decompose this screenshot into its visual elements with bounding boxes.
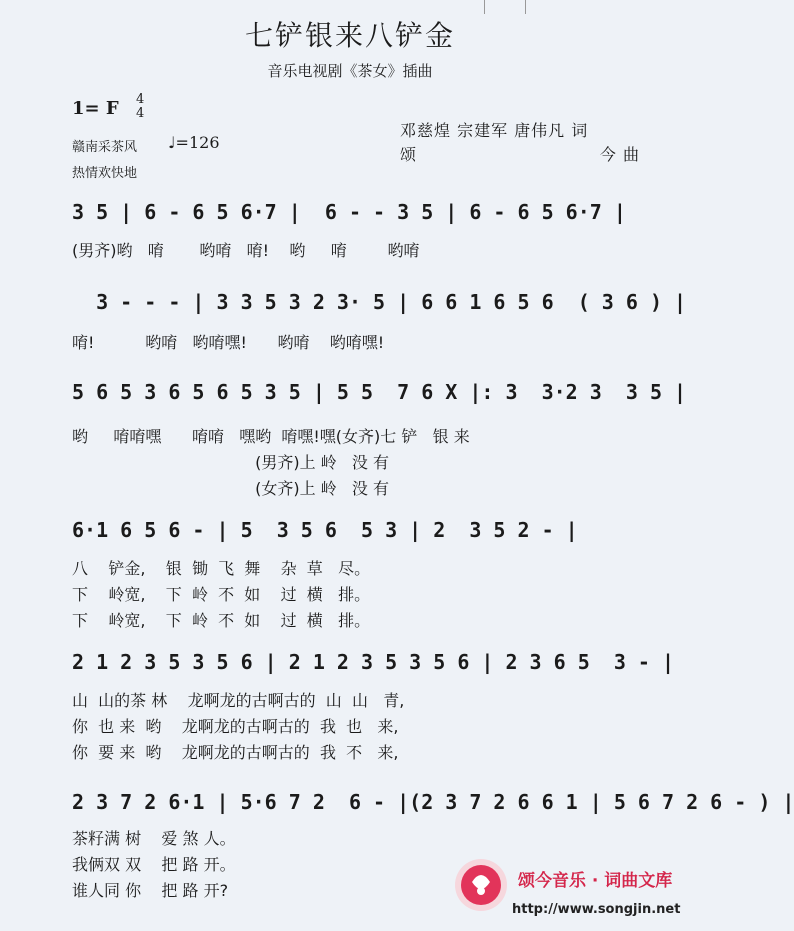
time-signature [136, 93, 144, 121]
lyric-row-3-verse-2: (男齐)上 岭 没 有 [72, 453, 390, 472]
notation-row-6: 2 3 7 2 6·1 | 5·6 7 2 6 - |(2 3 7 2 6 6 1 | 5 6 7 2 6 - ) | [72, 790, 794, 814]
lyric-row-3-verse-1: 哟 唷唷嘿 唷唷 嘿哟 唷嘿!嘿(女齐)七 铲 银 来 [72, 427, 470, 446]
song-title: 七铲银来八铲金 [244, 19, 455, 52]
quarter-note-icon: ♩ [168, 133, 176, 152]
lyric-row-3-verse-3: (女齐)上 岭 没 有 [72, 479, 390, 498]
lyric-row-6-verse-2: 我俩双 双 把 路 开。 [72, 855, 236, 874]
tempo-value: =126 [175, 133, 220, 152]
tempo-marking [168, 133, 220, 152]
songjin-logo-icon [454, 858, 508, 912]
style-line-2: 热情欢快地 [72, 166, 138, 181]
lyric-row-1-verse-1: (男齐)哟 唷 哟唷 唷! 哟 唷 哟唷 [72, 241, 420, 260]
lyric-row-4-verse-3: 下 岭宽, 下 岭 不 如 过 横 排。 [72, 611, 371, 630]
top-decoration [484, 0, 526, 14]
key-signature: 1= F [72, 98, 119, 119]
lyricist-credit: 邓慈煌 宗建军 唐伟凡 词 [400, 121, 589, 140]
watermark-url: http://www.songjin.net [512, 902, 681, 917]
style-line-1: 赣南采茶风 [72, 140, 138, 155]
time-sig-bottom: 4 [136, 106, 145, 121]
song-subtitle: 音乐电视剧《茶女》插曲 [267, 62, 433, 80]
lyric-row-5-verse-1: 山 山的茶 林 龙啊龙的古啊古的 山 山 青, [72, 691, 405, 710]
composer-right: 今 曲 [599, 145, 640, 164]
time-sig-top: 4 [136, 92, 145, 107]
lyric-row-2-verse-1: 唷! 哟唷 哟唷嘿! 哟唷 哟唷嘿! [72, 333, 385, 352]
notation-row-1: 3 5 | 6 - 6 5 6·7 | 6 - - 3 5 | 6 - 6 5 6·7 | [72, 200, 626, 224]
watermark-brand: 颂今音乐 · 词曲文库 [518, 871, 673, 891]
lyric-row-6-verse-1: 茶籽满 树 爱 煞 人。 [72, 829, 236, 848]
composer-credit [400, 142, 640, 165]
composer-label: 颂 [400, 145, 418, 164]
lyric-row-4-verse-1: 八 铲金, 银 锄 飞 舞 杂 草 尽。 [72, 559, 371, 578]
lyric-row-6-verse-3: 谁人同 你 把 路 开? [72, 881, 229, 900]
notation-row-2: 3 - - - | 3 3 5 3 2 3· 5 | 6 6 1 6 5 6 ( 3 6 ) | [72, 290, 687, 314]
lyric-row-4-verse-2: 下 岭宽, 下 岭 不 如 过 横 排。 [72, 585, 371, 604]
lyric-row-5-verse-2: 你 也 来 哟 龙啊龙的古啊古的 我 也 来, [72, 717, 399, 736]
lyric-row-5-verse-3: 你 要 来 哟 龙啊龙的古啊古的 我 不 来, [72, 743, 399, 762]
notation-row-3: 5 6 5 3 6 5 6 5 3 5 | 5 5 7 6 X |: 3 3·2 3 3 5 | [72, 380, 687, 404]
notation-row-4: 6·1 6 5 6 - | 5 3 5 6 5 3 | 2 3 5 2 - | [72, 518, 578, 542]
notation-row-5: 2 1 2 3 5 3 5 6 | 2 1 2 3 5 3 5 6 | 2 3 6 5 3 - | [72, 650, 675, 674]
